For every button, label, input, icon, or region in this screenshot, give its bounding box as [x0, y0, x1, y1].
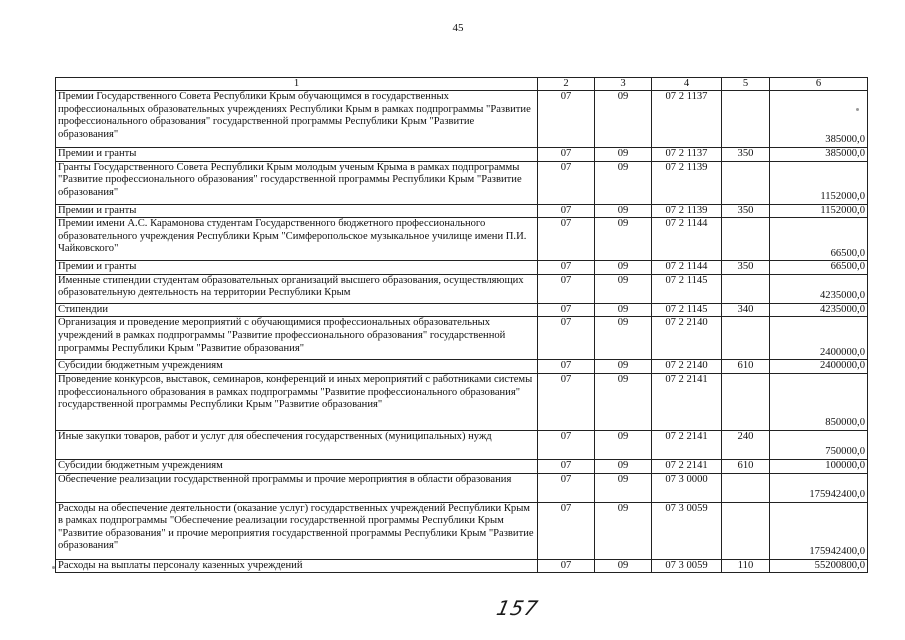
section-code: 07 — [538, 274, 595, 303]
table-header-row — [56, 78, 868, 91]
section-code: 07 — [538, 161, 595, 204]
table-row — [56, 459, 868, 473]
expense-type-code — [722, 502, 770, 559]
subsection-code: 09 — [595, 218, 652, 261]
section-code: 07 — [538, 559, 595, 573]
expense-type-code: 340 — [722, 303, 770, 317]
row-description: Расходы на обеспечение деятельности (оказание услуг) государственных учреждений Республики Крым в рамках подпрограммы "Обеспечение реализации государственной программы Республики Крым "Развитие образования" и прочие мероприятия государственной программы Республики Крым "Развитие образования" — [56, 502, 538, 559]
row-description: Стипендии — [56, 303, 538, 317]
subsection-code: 09 — [595, 473, 652, 502]
section-code: 07 — [538, 459, 595, 473]
target-article-code: 07 2 1137 — [652, 148, 722, 162]
column-header: 1 — [56, 78, 538, 91]
target-article-code: 07 3 0059 — [652, 502, 722, 559]
expense-type-code — [722, 317, 770, 360]
subsection-code: 09 — [595, 204, 652, 218]
subsection-code: 09 — [595, 148, 652, 162]
table-row — [56, 502, 868, 559]
subsection-code: 09 — [595, 502, 652, 559]
target-article-code: 07 2 2141 — [652, 373, 722, 430]
column-header: 6 — [770, 78, 868, 91]
target-article-code: 07 3 0059 — [652, 559, 722, 573]
expense-type-code: 610 — [722, 459, 770, 473]
amount: 4235000,0 — [770, 274, 868, 303]
column-header: 4 — [652, 78, 722, 91]
table-row — [56, 261, 868, 275]
table-row — [56, 161, 868, 204]
target-article-code: 07 2 1139 — [652, 204, 722, 218]
expense-type-code: 240 — [722, 430, 770, 459]
amount: 2400000,0 — [770, 360, 868, 374]
amount: 100000,0 — [770, 459, 868, 473]
target-article-code: 07 2 2141 — [652, 459, 722, 473]
table-row — [56, 303, 868, 317]
amount: 2400000,0 — [770, 317, 868, 360]
expense-type-code: 350 — [722, 148, 770, 162]
section-code: 07 — [538, 218, 595, 261]
amount: 55200800,0 — [770, 559, 868, 573]
amount: 1152000,0 — [770, 204, 868, 218]
target-article-code: 07 2 1145 — [652, 303, 722, 317]
row-description: Премии Государственного Совета Республики Крым обучающимся в государственных профессиональных образовательных учреждениях Республики Крым в рамках подпрограммы "Развитие профессионального образования" государственной программы Республики Крым "Развитие образования" — [56, 91, 538, 148]
column-header: 5 — [722, 78, 770, 91]
section-code: 07 — [538, 360, 595, 374]
subsection-code: 09 — [595, 430, 652, 459]
section-code: 07 — [538, 91, 595, 148]
row-description: Именные стипендии студентам образовательных организаций высшего образования, осуществляющих образовательную деятельность на территории Республики Крым — [56, 274, 538, 303]
table-row — [56, 360, 868, 374]
expense-type-code — [722, 473, 770, 502]
section-code: 07 — [538, 473, 595, 502]
subsection-code: 09 — [595, 360, 652, 374]
subsection-code: 09 — [595, 559, 652, 573]
amount: 385000,0 — [770, 91, 868, 148]
section-code: 07 — [538, 261, 595, 275]
expense-type-code — [722, 274, 770, 303]
amount: 4235000,0 — [770, 303, 868, 317]
expense-type-code — [722, 373, 770, 430]
subsection-code: 09 — [595, 459, 652, 473]
expense-type-code — [722, 161, 770, 204]
row-description: Проведение конкурсов, выставок, семинаров, конференций и иных мероприятий с работниками системы профессионального образования в рамках подпрограммы "Развитие профессионального образования" государственной программы Республики Крым "Развитие образования" — [56, 373, 538, 430]
column-header: 2 — [538, 78, 595, 91]
amount: 66500,0 — [770, 261, 868, 275]
row-description: Организация и проведение мероприятий с обучающимися профессиональных образовательных учреждений в рамках подпрограммы "Развитие профессионального образования" государственной программы Республики Крым "Развитие образования" — [56, 317, 538, 360]
target-article-code: 07 3 0000 — [652, 473, 722, 502]
target-article-code: 07 2 1139 — [652, 161, 722, 204]
scan-artifact — [52, 566, 55, 569]
target-article-code: 07 2 1137 — [652, 91, 722, 148]
amount: 66500,0 — [770, 218, 868, 261]
subsection-code: 09 — [595, 303, 652, 317]
table-row — [56, 218, 868, 261]
subsection-code: 09 — [595, 373, 652, 430]
table-row — [56, 430, 868, 459]
page-number: 45 — [452, 22, 464, 34]
handwritten-page-mark: 157 — [494, 596, 541, 620]
row-description: Субсидии бюджетным учреждениям — [56, 459, 538, 473]
budget-table — [55, 77, 868, 573]
row-description: Премии и гранты — [56, 261, 538, 275]
amount: 750000,0 — [770, 430, 868, 459]
row-description: Обеспечение реализации государственной программы и прочие мероприятия в области образования — [56, 473, 538, 502]
table-row — [56, 473, 868, 502]
row-description: Расходы на выплаты персоналу казенных учреждений — [56, 559, 538, 573]
section-code: 07 — [538, 148, 595, 162]
target-article-code: 07 2 1145 — [652, 274, 722, 303]
expense-type-code: 350 — [722, 204, 770, 218]
target-article-code: 07 2 1144 — [652, 261, 722, 275]
table-row — [56, 91, 868, 148]
amount: 1152000,0 — [770, 161, 868, 204]
scan-artifact — [856, 108, 859, 111]
expense-type-code: 610 — [722, 360, 770, 374]
table-row — [56, 274, 868, 303]
subsection-code: 09 — [595, 274, 652, 303]
section-code: 07 — [538, 317, 595, 360]
column-header: 3 — [595, 78, 652, 91]
row-description: Субсидии бюджетным учреждениям — [56, 360, 538, 374]
target-article-code: 07 2 1144 — [652, 218, 722, 261]
section-code: 07 — [538, 430, 595, 459]
section-code: 07 — [538, 373, 595, 430]
subsection-code: 09 — [595, 317, 652, 360]
row-description: Премии имени А.С. Карамонова студентам Государственного бюджетного профессионального образовательного учреждения Республики Крым "Симферопольское музыкальное училище имени П.И. Чайковского" — [56, 218, 538, 261]
row-description: Иные закупки товаров, работ и услуг для обеспечения государственных (муниципальных) нужд — [56, 430, 538, 459]
expense-type-code: 350 — [722, 261, 770, 275]
expense-type-code — [722, 218, 770, 261]
row-description: Премии и гранты — [56, 148, 538, 162]
section-code: 07 — [538, 204, 595, 218]
subsection-code: 09 — [595, 91, 652, 148]
section-code: 07 — [538, 303, 595, 317]
target-article-code: 07 2 2141 — [652, 430, 722, 459]
table-row — [56, 317, 868, 360]
expense-type-code: 110 — [722, 559, 770, 573]
table-row — [56, 204, 868, 218]
target-article-code: 07 2 2140 — [652, 317, 722, 360]
table-row — [56, 148, 868, 162]
subsection-code: 09 — [595, 161, 652, 204]
section-code: 07 — [538, 502, 595, 559]
amount: 175942400,0 — [770, 473, 868, 502]
row-description: Премии и гранты — [56, 204, 538, 218]
row-description: Гранты Государственного Совета Республики Крым молодым ученым Крыма в рамках подпрограммы "Развитие профессионального образования" государственной программы Республики Крым "Развитие образования" — [56, 161, 538, 204]
amount: 850000,0 — [770, 373, 868, 430]
amount: 385000,0 — [770, 148, 868, 162]
subsection-code: 09 — [595, 261, 652, 275]
expense-type-code — [722, 91, 770, 148]
table-row — [56, 373, 868, 430]
table-row — [56, 559, 868, 573]
target-article-code: 07 2 2140 — [652, 360, 722, 374]
amount: 175942400,0 — [770, 502, 868, 559]
